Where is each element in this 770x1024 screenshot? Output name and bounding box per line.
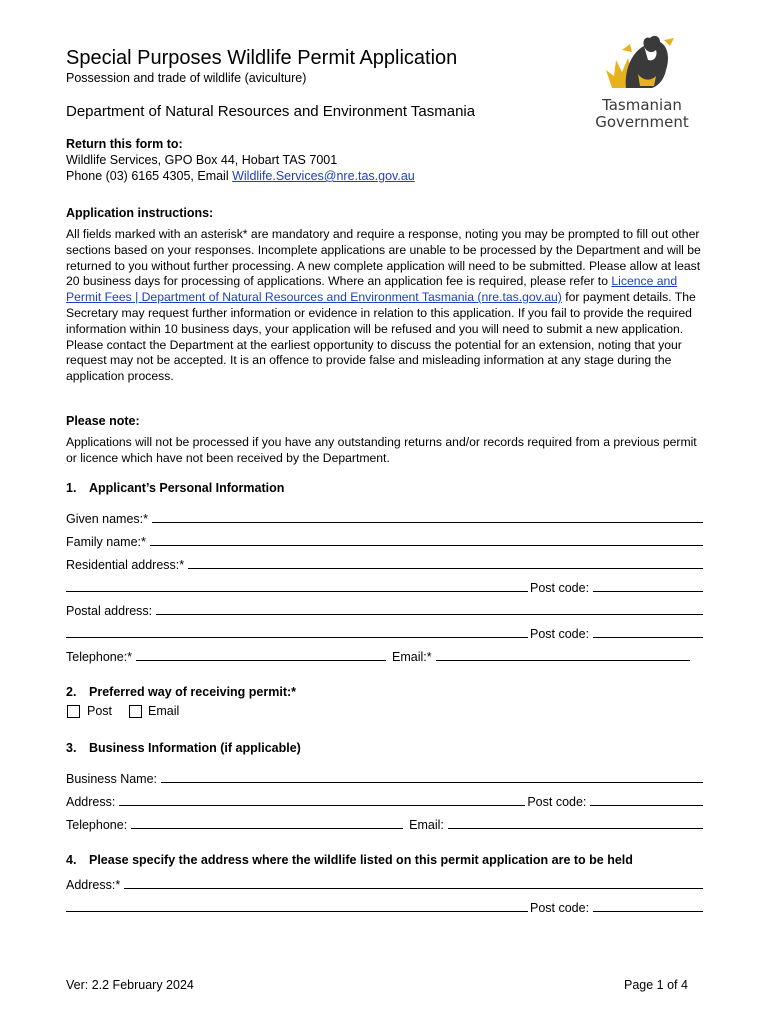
business-telephone-label: Telephone: — [66, 818, 128, 832]
page-number: Page 1 of 4 — [624, 978, 688, 992]
section-2-heading — [66, 685, 296, 699]
business-email-field[interactable] — [448, 828, 703, 829]
residential-address-line2-field[interactable] — [66, 591, 528, 592]
email-link[interactable]: Wildlife.Services@nre.tas.gov.au — [232, 169, 415, 183]
business-email-label: Email: — [409, 818, 444, 832]
postal-address-line2-field[interactable] — [66, 637, 528, 638]
holding-postcode-field[interactable] — [593, 911, 703, 912]
business-name-label: Business Name: — [66, 772, 158, 786]
holding-postcode-label: Post code: — [530, 901, 590, 915]
postal-address-label: Postal address: — [66, 604, 153, 618]
business-address-label: Address: — [66, 795, 116, 809]
holding-address-row — [66, 876, 703, 892]
note-heading: Please note: — [66, 414, 140, 428]
telephone-email-row — [66, 648, 690, 664]
business-telephone-email-row — [66, 816, 703, 832]
family-name-label: Family name:* — [66, 535, 146, 549]
business-address-field[interactable] — [119, 805, 525, 806]
holding-address-line2-field[interactable] — [66, 911, 528, 912]
residential-postcode-label: Post code: — [530, 581, 590, 595]
email-option-label: Email — [148, 704, 180, 718]
business-name-row — [66, 770, 703, 786]
business-postcode-label: Post code: — [527, 795, 587, 809]
holding-address-line2-row — [66, 899, 703, 915]
instructions-text-part1: All fields marked with an asterisk* are mandatory and require a response, noting you may be prompted to fill out other sections based on your responses. Incomplete applications are unable to be processed by the Department and will be returned to you without further processing. A new complete application will need to be submitted. Please allow at least 20 business days for processing of applications. Where an application fee is required, please refer to — [66, 227, 701, 289]
instructions-heading: Application instructions: — [66, 206, 214, 220]
residential-address-row — [66, 556, 703, 572]
postal-address-row — [66, 602, 703, 618]
fees-link[interactable]: Licence and Permit Fees | Department of Natural Resources and Environment Tasmania (nre.tas.gov.au) — [66, 274, 678, 305]
postal-address-field[interactable] — [156, 614, 703, 615]
post-checkbox[interactable] — [67, 705, 80, 718]
telephone-label: Telephone:* — [66, 650, 133, 664]
instructions-text — [66, 227, 706, 385]
section-3-title: Business Information (if applicable) — [89, 741, 301, 755]
residential-address-label: Residential address:* — [66, 558, 185, 572]
section-1-title: Applicant’s Personal Information — [89, 481, 285, 495]
return-heading: Return this form to: — [66, 137, 183, 151]
post-option-label: Post — [87, 704, 113, 718]
tasmanian-government-logo — [586, 30, 698, 130]
email-label: Email:* — [392, 650, 432, 664]
section-4-heading — [66, 853, 633, 867]
department-name: Department of Natural Resources and Environment Tasmania — [66, 103, 476, 120]
section-3-heading — [66, 741, 301, 755]
postal-postcode-field[interactable] — [593, 637, 703, 638]
return-contact — [66, 168, 415, 184]
residential-address-field[interactable] — [188, 568, 703, 569]
telephone-field[interactable] — [136, 660, 386, 661]
family-name-field[interactable] — [150, 545, 703, 546]
section-4-title: Please specify the address where the wildlife listed on this permit application are to be held — [89, 853, 633, 867]
section-1-heading — [66, 481, 284, 495]
section-3-number: 3. — [66, 741, 77, 755]
business-telephone-field[interactable] — [131, 828, 403, 829]
email-field[interactable] — [436, 660, 690, 661]
note-text: Applications will not be processed if you have any outstanding returns and/or records required from a previous permit or licence which have not been received by the Department. — [66, 435, 697, 465]
holding-address-label: Address:* — [66, 878, 121, 892]
holding-address-field[interactable] — [124, 888, 703, 889]
section-2-number: 2. — [66, 685, 77, 699]
page-subtitle: Possession and trade of wildlife (aviculture) — [66, 71, 307, 85]
email-checkbox[interactable] — [129, 705, 142, 718]
return-address: Wildlife Services, GPO Box 44, Hobart TAS 7001 — [66, 153, 338, 167]
logo-text-line2: Government — [595, 113, 689, 130]
phone-text: Phone (03) 6165 4305, Email — [66, 169, 233, 183]
residential-address-line2-row — [66, 579, 703, 595]
section-2-title: Preferred way of receiving permit:* — [89, 685, 297, 699]
given-names-label: Given names:* — [66, 512, 148, 526]
tasmanian-devil-logo-icon — [586, 30, 698, 130]
residential-postcode-field[interactable] — [593, 591, 703, 592]
business-name-field[interactable] — [161, 782, 703, 783]
section-4-number: 4. — [66, 853, 77, 867]
given-names-field[interactable] — [152, 522, 703, 523]
section-1-number: 1. — [66, 481, 77, 495]
version-text: Ver: 2.2 February 2024 — [66, 978, 194, 992]
family-name-row — [66, 533, 703, 549]
postal-postcode-label: Post code: — [530, 627, 590, 641]
logo-text-line1: Tasmanian — [602, 96, 682, 114]
given-names-row — [66, 510, 703, 526]
postal-address-line2-row — [66, 625, 703, 641]
page-title: Special Purposes Wildlife Permit Application — [66, 47, 458, 69]
business-address-row — [66, 793, 703, 809]
business-postcode-field[interactable] — [590, 805, 703, 806]
instructions-text-part2: for payment details. The Secretary may request further information or evidence in relation to this application. If you fail to provide the required information within 10 business days, your application will be refused and you will need to submit a new application. Please contact the Department at the earliest opportunity to discuss the potential for an extension, noting that your request may not be accepted. It is an offence to provide false and misleading information at any stage during the application process. — [66, 290, 696, 384]
